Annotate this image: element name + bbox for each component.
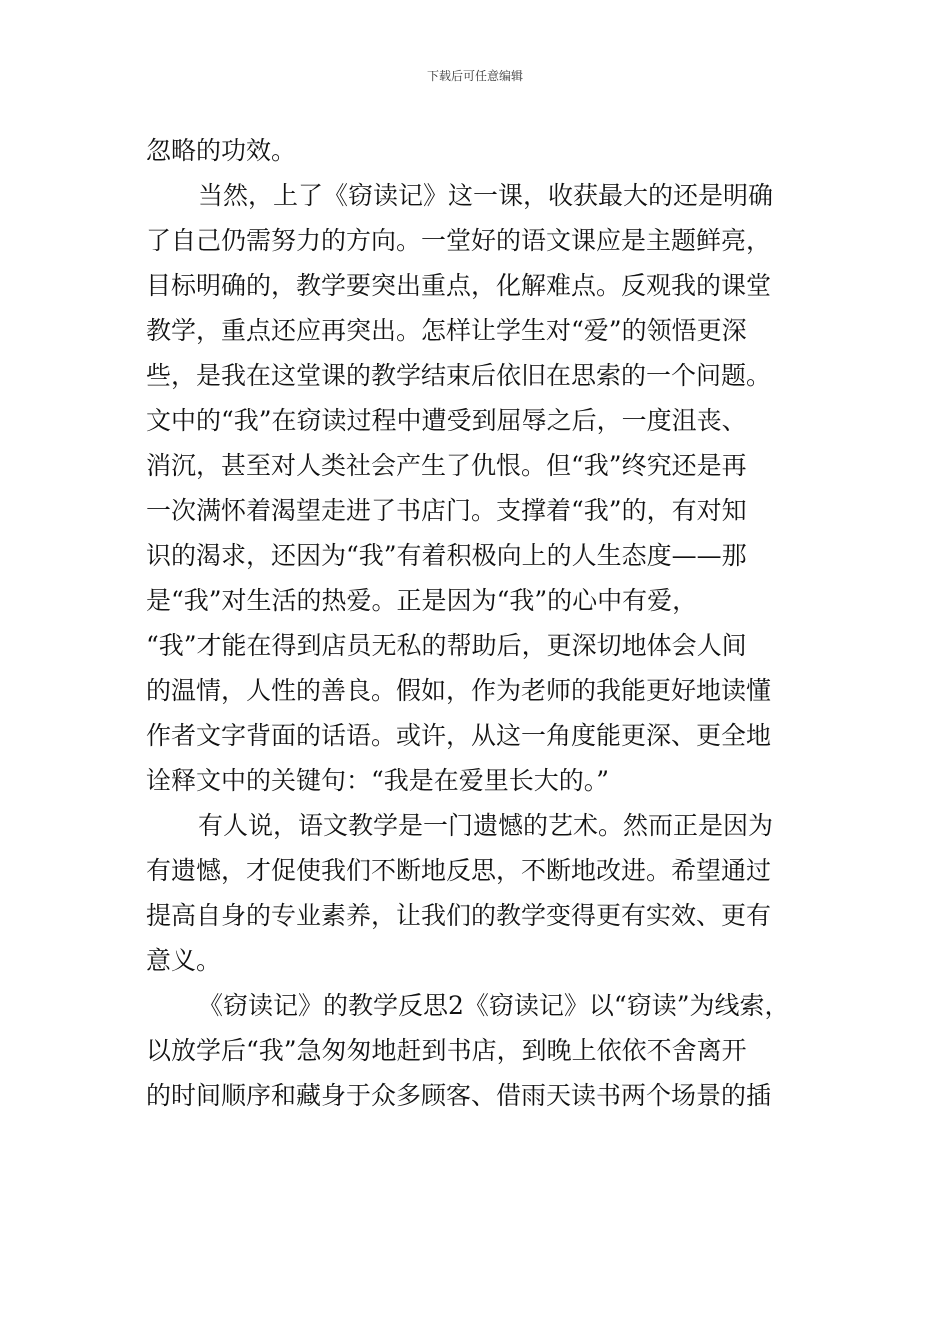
text-line: 一次满怀着渴望走进了书店门。支撑着“我”的，有对知 [146,496,747,525]
text-line: 目标明确的，教学要突出重点，化解难点。反观我的课堂 [146,271,772,300]
text-line: 的温情，人性的善良。假如，作为老师的我能更好地读懂 [146,676,772,705]
text-line: 消沉，甚至对人类社会产生了仇恨。但“我”终究还是再 [146,451,747,480]
paragraph-start-line: 当然，上了《窃读记》这一课，收获最大的还是明确 [198,181,774,210]
text-line: 提高自身的专业素养，让我们的教学变得更有实效、更有 [146,901,772,930]
text-line: 诠释文中的关键句：“我是在爱里长大的。” [146,766,610,795]
paragraph-start-line: 有人说，语文教学是一门遗憾的艺术。然而正是因为 [198,811,774,840]
text-line: 是“我”对生活的热爱。正是因为“我”的心中有爱， [146,586,698,615]
text-line: 文中的“我”在窃读过程中遭受到屈辱之后，一度沮丧、 [146,406,747,435]
text-line: 了自己仍需努力的方向。一堂好的语文课应是主题鲜亮， [146,226,772,255]
paragraph-start-line: 《窃读记》的教学反思2《窃读记》以“窃读”为线索， [198,991,790,1020]
text-line: “我”才能在得到店员无私的帮助后，更深切地体会人间 [146,631,747,660]
page-header: 下载后可任意编辑 [426,69,523,83]
text-line: 以放学后“我”急匆匆地赶到书店，到晚上依依不舍离开 [146,1036,747,1065]
text-line: 的时间顺序和藏身于众多顾客、借雨天读书两个场景的插 [146,1081,772,1110]
document-body [146,128,836,1118]
text-line: 教学，重点还应再突出。怎样让学生对“爱”的领悟更深 [146,316,747,345]
text-line: 些，是我在这堂课的教学结束后依旧在思索的一个问题。 [146,361,772,390]
text-line: 作者文字背面的话语。或许，从这一角度能更深、更全地 [146,721,772,750]
text-line: 识的渴求，还因为“我”有着积极向上的人生态度——那 [146,541,747,570]
text-line: 有遗憾，才促使我们不断地反思，不断地改进。希望通过 [146,856,772,885]
text-line: 意义。 [146,946,222,975]
text-line: 忽略的功效。 [146,136,297,165]
